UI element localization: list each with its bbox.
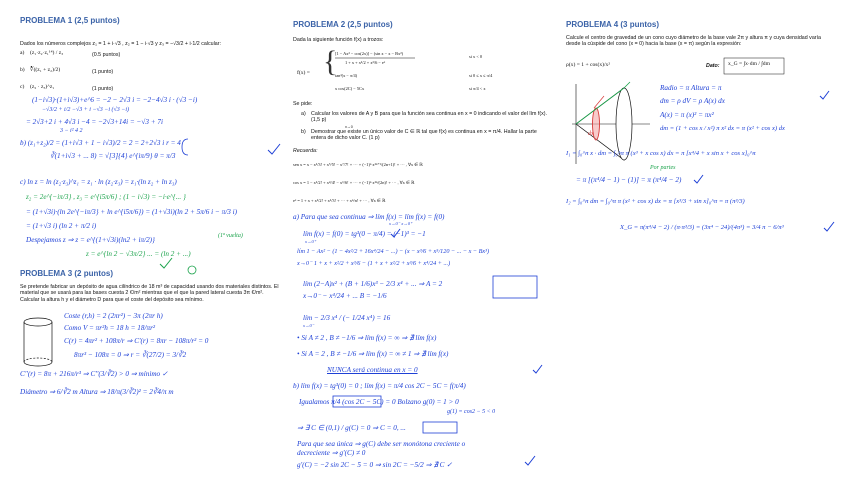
piece-2-expr: tan³(x − π/4): [335, 73, 358, 78]
problem-3-text: Se pretende fabricar un depósito de agua cilíndrico de 18 m³ de capacidad usando dos materiales distintos. El material que se usará para las bases cuesta 2 €/m² mientras que el que la pared lateral cuesta 3π €/m². Calcular la altura h y el diámetro D para que el coste del depósito sea mínimo.: [20, 284, 279, 303]
p1-checkmarks: [20, 0, 282, 260]
dato-label: Dato:: [706, 63, 720, 69]
series-sin: sen x = x − x³/3! + x⁵/5! − x⁷/7! + ··· + (−1)ⁿ x²ⁿ⁺¹/(2n+1)! + ··· , ∀x ∈ ℝ: [293, 162, 423, 167]
problem-1-title: PROBLEMA 1 (2,5 puntos): [20, 16, 120, 25]
p1-hw-line: (1−i√3)·(1+i√3)+e^6 = −2 − 2√3 i = −2−4√3 i · (√3 −i): [32, 96, 198, 104]
p3-hw-line: Diámetro ⇒ 6/∛2 m Altura ⇒ 18/π(3/∛2)² = 2∛4/π m: [20, 388, 174, 396]
p1-hw-line: z₂ = 2e^{−iπ/3} , z₃ = e^{i5π/6} ; (1 − i√3) = −i·e^{... }: [26, 193, 186, 201]
item-c-expr: (z₂ · z₃)^z₁: [30, 84, 55, 90]
item-a-expr: (z₁·z₂·z₁¹⁴) / z₃: [30, 50, 64, 56]
question-b-text: Demostrar que existe un único valor de C ∈ ℝ tal que f(x) es continua en x = π/4. Hallar la parte entera de dicho valor C. (1 p): [311, 129, 537, 142]
p2-hw-line: a) Para que sea continua ⇒ lím f(x) = lím f(x) = f(0): [293, 213, 445, 221]
p1-hw-line: = (1+√3 i) (ln 2 + π/2 i): [26, 222, 97, 230]
p2-hw-line: x→0⁻ x→0⁺: [389, 221, 413, 226]
item-a-points: (0.5 puntos): [92, 52, 121, 58]
p2-hw-line: b) lím f(x) = tg³(0) = 0 ; lím f(x) = π/4 cos 2C − 5C = f(π/4): [293, 382, 466, 390]
p1-hw-line: 3 − i² 4 2: [60, 128, 83, 134]
p2-hw-line: ⇒ ∃ C ∈ (0,1) / g(C) = 0 ⇒ C = 0, ...: [297, 424, 406, 432]
piece-2-cond: si 0 ≤ x ≤ π/4: [469, 73, 493, 78]
p4-hw-line: = π [(π⁴/4 − 1) − (1)] = π (π⁴/4 − 2): [576, 176, 682, 184]
p1-hw-vuelta: (1ª vuelta): [218, 233, 243, 239]
recuerda-label: Recuerda:: [293, 148, 318, 154]
problem-4-title: PROBLEMA 4 (3 puntos): [566, 20, 660, 29]
p1-hw-line: −√3/2 + i/2 −√3 + i −√3 −i (√3 −i): [42, 107, 130, 113]
p1-hw-line: = (1+√3i)·(ln 2e^{−iπ/3} + ln e^{i5π/6}) = (1+√3i)(ln 2 + 5π/6 i − π/3 i): [26, 208, 238, 216]
piece-3-expr: x cos(2C) − 5Cx: [335, 86, 365, 91]
p4-hw-line: dm = (1 + cos x / x²) π x² dx = π (x² + cos x) dx: [660, 125, 785, 132]
p2-hw-line: • Si A = 2 , B ≠ −1/6 ⇒ lím f(x) = ∞ ≠ 1 ⇒ ∄ lím f(x): [297, 350, 449, 358]
p4-hw-line: I₂ = ∫₀^π dm = ∫₀^π π (x² + cos x) dx = π [x³/3 + sin x]₀^π = π (π³/3): [566, 198, 745, 205]
p1-hw-line: b) (z₁+z₂)/2 = (1+i√3 + 1 − i√3)/2 = 2 = 2+2√3 i r = 4: [20, 139, 181, 147]
p1-hw-line: c) ln z = ln (z₂·z₃)^z₁ = z₁ · ln (z₂·z₃) = z₁·(ln z₂ + ln z₃): [20, 178, 177, 186]
piecewise-fx-label: f(x) =: [297, 70, 310, 76]
p3-hw-line: C(r) = 4πr² + 108π/r ⇒ C'(r) = 8πr − 108π/r² = 0: [64, 337, 209, 345]
cylinder-figure: [22, 316, 56, 368]
p2-hw-line: Igualamos π/4 (cos 2C − 5C) = 0 Bolzano g(0) = 1 > 0: [299, 398, 459, 406]
p4-hw-line: I₁ = ∫₀^π x · dm = ∫₀^π π (x³ + x cos x) dx = π [x⁴/4 + x sin x + cos x]₀^π: [566, 150, 756, 157]
piecewise-brace: {: [323, 45, 338, 78]
problem-2-title: PROBLEMA 2 (2,5 puntos): [293, 20, 393, 29]
series-cos: cos x = 1 − x²/2! + x⁴/4! − x⁶/6! + ··· + (−1)ⁿ x²ⁿ/(2n)! + ··· , ∀x ∈ ℝ: [293, 180, 415, 185]
p3-hw-line: 8πr³ − 108π = 0 ⇒ r = ∛(27/2) = 3/∛2: [74, 351, 187, 359]
piece-1-num: [1 − Ax² − cos(2x)] − (sin x − x − Bx³): [335, 51, 404, 56]
question-a-sub: x→0: [345, 125, 353, 129]
p4-hw-line: X_G = π(π⁴/4 − 2) / (π·π³/3) = (3π⁴ − 24)/(4π³) = 3/4 π − 6/π³: [620, 224, 784, 231]
item-b-points: (1 punto): [92, 69, 114, 75]
p1-hw-line: ∛(1+i√3 + ... 8) = √[3]{4} e^{iπ/9} θ = π/3: [50, 152, 176, 160]
p2-hw-line: Para que sea única ⇒ g(C) debe ser monótona creciente o: [297, 440, 466, 448]
density-formula: ρ(x) = 1 + cos(x)/x²: [566, 62, 611, 68]
p2-hw-line: lím (2−A)x² + (B + 1/6)x³ − 2/3 x⁴ + ... ⇒ A = 2: [303, 280, 443, 288]
p3-hw-line: Como V = πr²h = 18 h = 18/πr²: [64, 324, 156, 332]
p1-hw-line: = 2√3+2 i + 4√3 i −4 = −2√3+14i = −√3 + 7i: [26, 118, 163, 126]
p2-hw-line: lím − 2/3 x⁴ / (− 1/24 x⁴) = 16: [303, 314, 391, 322]
p3-hw-line: Coste (r,h) = 2 (2πr²) − 3π (2πr h): [64, 312, 163, 320]
p1-hw-line: Despejamos z ⇒ z = e^{(1+√3i)(ln2 + iπ/2)}: [26, 236, 155, 244]
item-b-label: b): [20, 67, 25, 73]
piece-1-den: 1 + x + x²/2 + x³/6 − eˣ: [345, 60, 386, 65]
p2-hw-line: NUNCA será continua en x = 0: [327, 366, 418, 374]
dato-formula: x_G = ∫x·dm / ∫dm: [728, 61, 770, 67]
p2-hw-line: lím f(x) = f(0) = tg³(0 − π/4) = (−1)³ = −1: [303, 230, 426, 238]
cone-dx-label: dx: [588, 131, 594, 137]
item-c-points: (1 punto): [92, 86, 114, 92]
p4-annotations: [566, 0, 838, 260]
p2-hw-line: x→0⁺: [305, 239, 317, 244]
p3-hw-line: C''(r) = 8π + 216π/r³ ⇒ C''(3/∛2) > 0 ⇒ mínimo ✓: [20, 370, 168, 378]
p4-hw-line: dm = ρ dV = ρ A(x) dx: [660, 97, 725, 105]
se-pide: Se pide:: [293, 101, 313, 107]
problem-4-text: Calcule el centro de gravedad de un cono cuyo diámetro de la base vale 2π y altura π y cuya densidad varía desde la cúspide del cono (x = 0) hacia la base (x = π) según la expresión:: [566, 35, 821, 48]
p4-hw-porpartes: Por partes: [650, 165, 676, 171]
piece-3-cond: si π/4 < x: [469, 86, 486, 91]
p2-hw-line: x→0⁻ 1 + x + x²/2 + x³/6 − (1 + x + x²/2 + x³/6 + x⁴/24 + ...): [297, 260, 451, 267]
p2-hw-line: g'(C) = −2 sin 2C − 5 = 0 ⇒ sin 2C = −5/2 ⇒ ∄ C ✓: [297, 461, 453, 469]
piece-1-cond: si x < 0: [469, 54, 483, 59]
p2-hw-line: x→0⁻: [303, 323, 315, 328]
p2-hw-line: lím 1 − Ax² − (1 − 4x²/2 + 16x⁴/24 − ...) − (x − x³/6 + x⁵/120 − ... − x − Bx³): [297, 248, 490, 255]
problem-3-title: PROBLEMA 3 (2 puntos): [20, 269, 114, 278]
p2-hw-line: x→0⁻ − x⁴/24 + ... B = −1/6: [303, 292, 387, 300]
p4-hw-line: A(x) = π (x)² = πx²: [660, 111, 714, 119]
item-c-label: c): [20, 84, 25, 90]
question-b-label: b): [301, 129, 306, 135]
question-a-text: Calcular los valores de A y B para que la función sea continua en x = 0 indicando el valor del lím f(x). (1,5 p): [311, 111, 547, 124]
series-exp: eˣ = 1 + x + x²/2! + x³/3! + ··· + xⁿ/n! + ··· , ∀x ∈ ℝ: [293, 198, 386, 203]
problem-1-intro: Dados los números complejos z₁ = 1 + i·√3 , z₂ = 1 − i·√3 y z₃ = −√3/2 + i·1/2 calcular:: [20, 41, 221, 47]
p1-hw-line: z = e^{ln 2 − √3π/2} ... = (ln 2 + ...): [86, 250, 191, 258]
item-b-expr: ∛((z₁ + z₂)/2): [30, 67, 61, 73]
question-a-label: a): [301, 111, 306, 117]
p2-annotations: [293, 0, 555, 480]
p2-hw-line: • Si A ≠ 2 , B ≠ −1/6 ⇒ lím f(x) = ∞ ⇒ ∄ lím f(x): [297, 334, 437, 342]
p4-hw-line: Radio = π Altura = π: [660, 84, 722, 92]
p2-hw-line: g(1) = cos2 − 5 < 0: [447, 409, 496, 415]
p2-hw-line: decreciente ⇒ g'(C) ≠ 0: [297, 449, 366, 457]
item-a-label: a): [20, 50, 25, 56]
problem-2-intro: Dada la siguiente función f(x) a trozos:: [293, 37, 384, 43]
